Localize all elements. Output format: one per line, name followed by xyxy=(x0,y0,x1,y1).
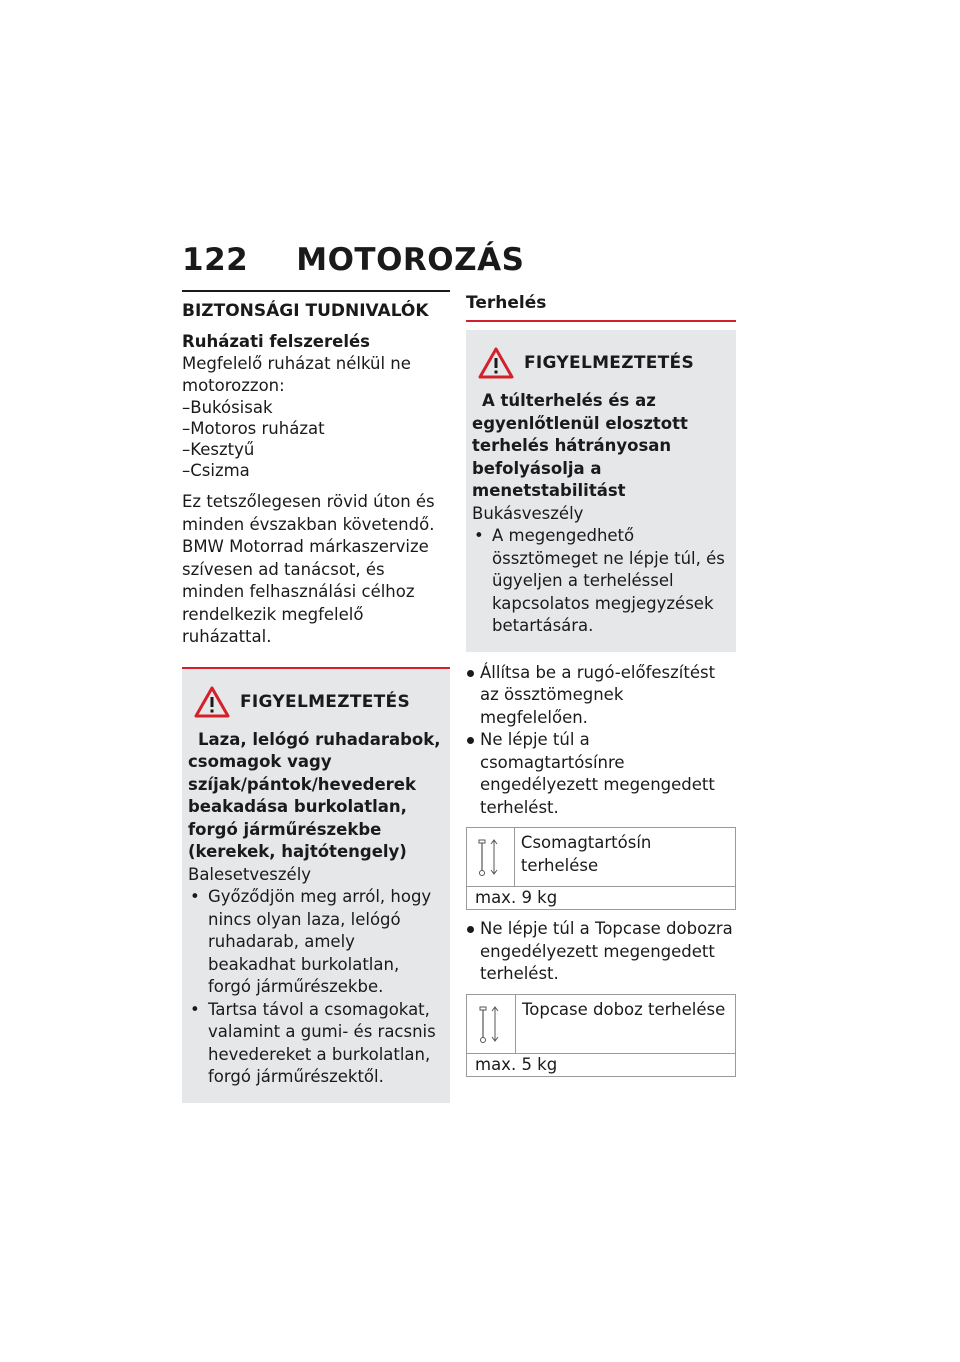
list-item: – Kesztyű xyxy=(182,439,450,460)
subheading-clothing: Ruházati felszerelés xyxy=(182,332,370,351)
warning-box xyxy=(466,330,736,652)
page-number: 122 xyxy=(182,242,249,278)
list-item: • Győződjön meg arról, hogy nincs olyan laza, lelógó ruhadarab, amely beakadhat burkolatlan, forgó járműrészekbe. xyxy=(188,886,444,999)
weight-icon xyxy=(478,837,502,877)
list-item: – Motoros ruházat xyxy=(182,418,450,439)
warning-title: FIGYELMEZTETÉS xyxy=(524,353,694,373)
warning-hazard: A túlterhelés és az egyenlőtlenül elosztott terhelés hátrányosan befolyásolja a menetstabilitást xyxy=(472,391,688,500)
warning-hazard: Laza, lelógó ruhadarabok, csomagok vagy szíjak/pántok/hevederek beakadása burkolatlan, forgó járműrészekbe (kerekek, hajtótengely) xyxy=(188,729,441,861)
list-item: • Tartsa távol a csomagokat, valamint a gumi- és racsnis hevedereket a burkolatlan, forgó járműrészektől. xyxy=(188,999,444,1089)
warning-header xyxy=(472,346,730,380)
list-item: – Csizma xyxy=(182,460,450,481)
luggage-rack-load-table xyxy=(466,827,736,910)
list-item: – Bukósisak xyxy=(182,397,450,418)
warning-title: FIGYELMEZTETÉS xyxy=(240,691,410,712)
warning-bullets xyxy=(188,886,444,1089)
clothing-intro: Megfelelő ruházat nélkül ne motorozzon: xyxy=(182,354,411,395)
warning-consequence: Balesetveszély xyxy=(188,864,312,884)
topcase-load-table xyxy=(466,994,736,1077)
instruction-steps xyxy=(466,918,736,986)
instruction-steps xyxy=(466,662,736,820)
section-title-load: Terhelés xyxy=(466,290,736,322)
load-label: Csomagtartósín terhelése xyxy=(520,833,652,875)
list-item: • A megengedhető össztömeget ne lépje túl, és ügyeljen a terheléssel kapcsolatos megjegyzések betartására. xyxy=(472,525,730,638)
instruction-step: Állítsa be a rugó-előfeszítést az össztömegnek megfelelően. xyxy=(466,662,736,730)
page-header xyxy=(182,242,524,278)
load-label: Topcase doboz terhelése xyxy=(522,999,726,1019)
load-value: max. 9 kg xyxy=(475,888,558,907)
load-value: max. 5 kg xyxy=(475,1054,558,1074)
weight-icon xyxy=(479,1004,503,1044)
warning-bullets xyxy=(472,525,730,638)
warning-triangle-icon xyxy=(194,686,230,718)
clothing-list xyxy=(182,397,450,481)
warning-triangle-icon xyxy=(478,347,514,379)
right-column xyxy=(466,290,736,1085)
instruction-step: Ne lépje túl a Topcase dobozra engedélyezett megengedett terhelést. xyxy=(466,918,736,986)
warning-consequence: Bukásveszély xyxy=(472,503,584,523)
chapter-title: MOTOROZÁS xyxy=(296,242,525,278)
left-column xyxy=(182,290,450,1103)
warning-box xyxy=(182,669,450,1103)
instruction-step: Ne lépje túl a csomagtartósínre engedélyezett megengedett terhelést. xyxy=(466,729,736,819)
clothing-paragraph: Ez tetszőlegesen rövid úton és minden évszakban követendő. BMW Motorrad márkaszervize szívesen ad tanácsot, és minden felhasználási célhoz rendelkezik megfelelő ruházattal. xyxy=(182,492,435,646)
warning-header xyxy=(188,685,444,719)
section-title-safety: BIZTONSÁGI TUDNIVALÓK xyxy=(182,290,450,323)
